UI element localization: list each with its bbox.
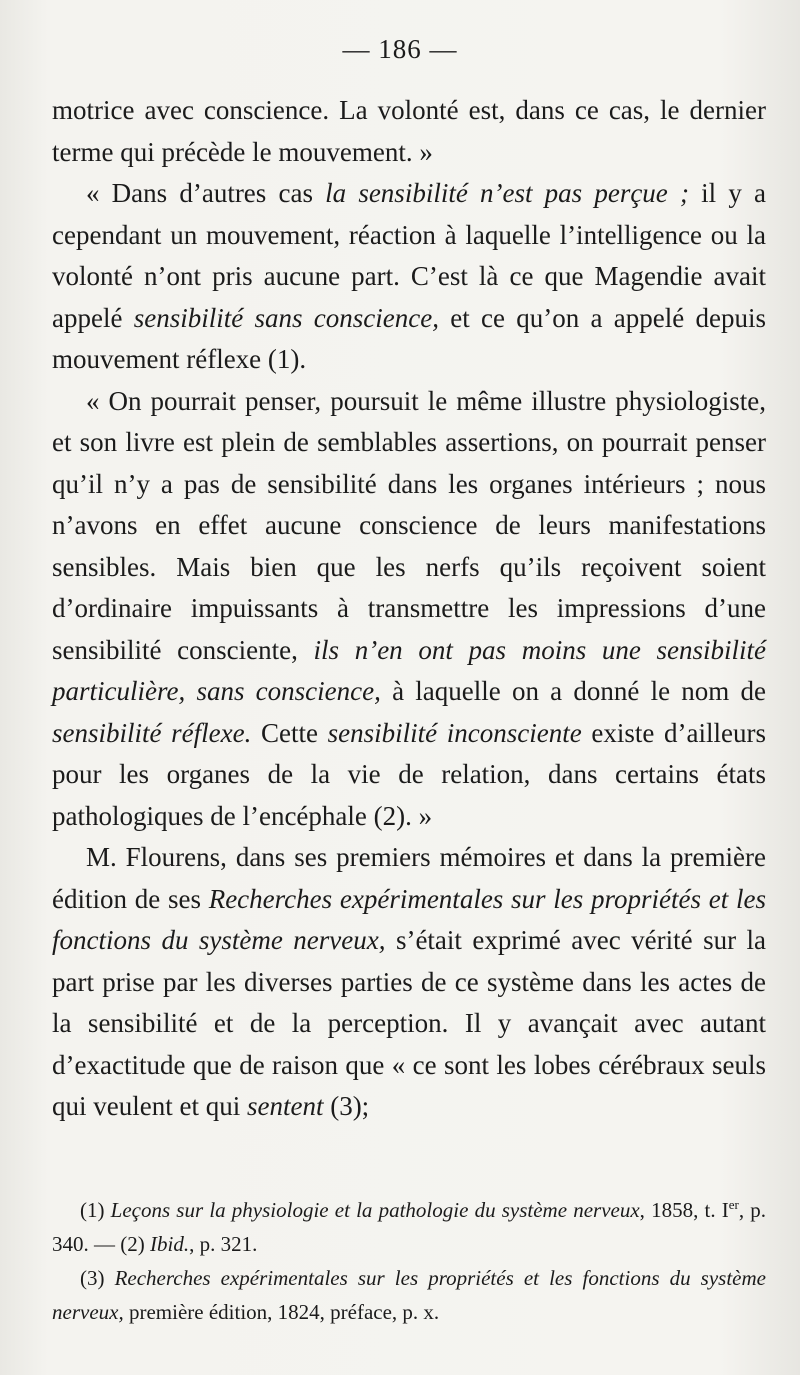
paragraph-2	[52, 173, 766, 381]
paragraph-4-text-e: (3);	[323, 1091, 370, 1121]
paragraph-3-text-g: existe d’ailleurs pour les organes de la vie de relation, dans certains états pathologiques de l’encéphale (2). »	[52, 717, 766, 831]
footnote-2-ibid: Ibid.	[150, 1232, 190, 1256]
paragraph-2-text-c: il y a cependant un mouvement, réaction à laquelle l’intelligence ou la volonté n’ont pris aucune part. C’est là ce que Magendie avait appelé	[52, 178, 766, 333]
paragraph-3	[52, 381, 766, 838]
footnote-3-title: Recherches expérimentales sur les propriétés et les fonctions du système nerveux,	[52, 1266, 766, 1324]
paragraph-2-italic-b: la sensibilité n’est pas perçue ;	[325, 178, 689, 208]
paragraph-1-text: motrice avec conscience. La volonté est, dans ce cas, le dernier terme qui précède le mouvement. »	[52, 95, 766, 167]
paragraph-4-text-a: M. Flourens, dans ses premiers mémoires et dans la première édition de ses	[52, 842, 766, 914]
footnote-3	[52, 1261, 766, 1329]
paragraph-4-italic-d: sentent	[246, 1091, 324, 1121]
paragraph-2-text-a: « Dans d’autres cas	[86, 178, 326, 208]
main-text	[52, 90, 766, 1128]
footnote-1-superscript: er	[728, 1197, 739, 1212]
paragraph-4	[52, 837, 766, 1128]
paragraph-3-italic-d: sensibilité réflexe.	[52, 717, 252, 748]
paragraph-2-italic-d: sensibilité sans conscience,	[133, 302, 439, 333]
paragraph-3-text-e: Cette	[251, 717, 328, 748]
footnote-3-details: première édition, 1824, préface, p. x.	[123, 1300, 440, 1324]
footnote-1-mark: (1)	[80, 1198, 111, 1222]
footnote-1-2	[52, 1193, 766, 1261]
footnote-1-year: , 1858, t. I	[639, 1198, 729, 1222]
paragraph-4-text-c: s’était exprimé avec vérité sur la part prise par les diverses parties de ce système dans les actes de la sensibilité et de la perception. Il y avançait avec autant d’exactitude que de raison que « ce sont les lobes cérébraux seuls qui veulent et qui	[52, 925, 766, 1121]
footnote-3-mark: (3)	[80, 1266, 115, 1290]
footnote-2-page: , p. 321.	[189, 1232, 258, 1256]
paragraph-3-italic-f: sensibilité inconsciente	[327, 717, 582, 748]
page-number: — 186 —	[342, 34, 458, 64]
footnotes	[52, 1193, 766, 1329]
paragraph-1	[52, 90, 766, 173]
paragraph-3-text-a: « On pourrait penser, poursuit le même illustre physiologiste, et son livre est plein de semblables assertions, on pourrait penser qu’il n’y a pas de sensibilité dans les organes intérieurs ; nous n’avons en effet aucune conscience de leurs manifestations sensibles. Mais bien que les nerfs qu’ils reçoivent soient d’ordinaire impuissants à transmettre les impressions d’une sensibilité consciente,	[52, 385, 766, 665]
footnote-1-title: Leçons sur la physiologie et la pathologie du système nerveux	[110, 1198, 640, 1222]
footnote-1-page: , p. 340. — (2)	[52, 1198, 767, 1256]
paragraph-4-italic-b: Recherches expérimentales sur les propriétés et les fonctions du système nerveux,	[52, 883, 766, 955]
paragraph-2-text-e: et ce qu’on a appelé depuis mouvement réflexe (1).	[52, 302, 767, 374]
paragraph-3-text-c: à laquelle on a donné le nom de	[380, 676, 766, 706]
paragraph-3-italic-b: ils n’en ont pas moins une sensibilité particulière, sans conscience,	[52, 634, 767, 706]
